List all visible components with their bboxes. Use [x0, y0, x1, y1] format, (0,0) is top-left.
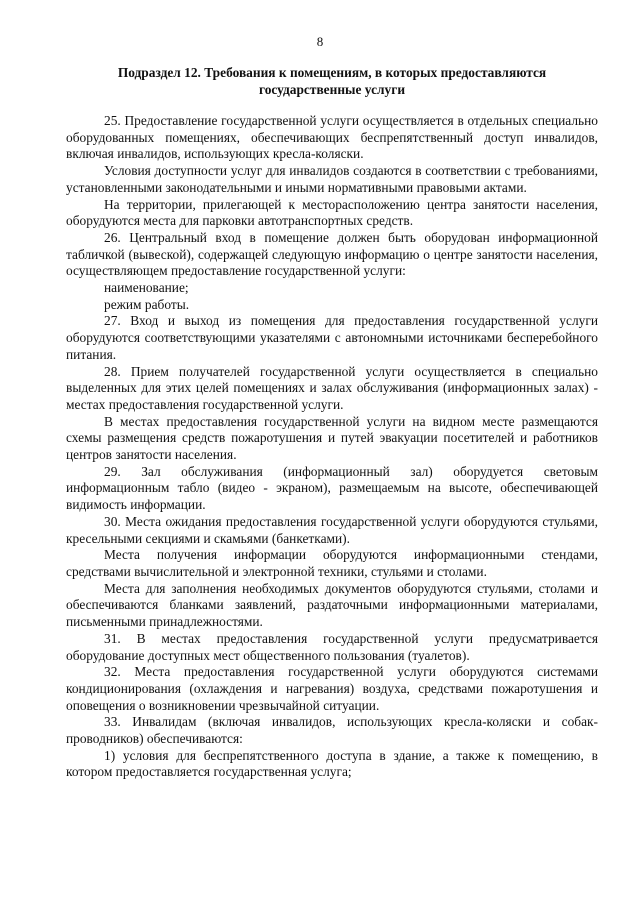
- list-item-name: наименование;: [104, 280, 189, 296]
- section-heading-line-2: государственные услуги: [258, 82, 406, 97]
- paragraph-information-stands: Места получения информации оборудуются информационными стендами, средствами вычислительной и электронной техники, стульями и столами.: [66, 547, 598, 579]
- paragraph-33: 33. Инвалидам (включая инвалидов, использующих кресла-коляски и собак-проводников) обеспечиваются:: [66, 714, 598, 747]
- paragraph-parking: На территории, прилегающей к месторасположению центра занятости населения, оборудуются места для парковки автотранспортных средств.: [66, 196, 598, 229]
- paragraph-30: 30. Места ожидания предоставления государственной услуги оборудуются стульями, кресельными секциями и скамьями (банкетками).: [66, 513, 598, 546]
- paragraph-28: 28. Прием получателей государственной услуги осуществляется в специально выделенных для этих целей помещениях и залах обслуживания (информационных залах) - местах предоставления государственной услуги.: [66, 363, 598, 412]
- paragraph-document-filling: Места для заполнения необходимых документов оборудуются стульями, столами и обеспечиваются бланками заявлений, раздаточными информационными материалами, письменными принадлежностями.: [66, 580, 598, 630]
- paragraph-accessibility-conditions: Условия доступности услуг для инвалидов создаются в соответствии с требованиями, установленными законодательными и иными нормативными правовыми актами.: [66, 163, 598, 195]
- paragraph-27: 27. Вход и выход из помещения для предоставления государственной услуги оборудуются соответствующими указателями с автономными источниками бесперебойного питания.: [66, 313, 598, 362]
- paragraph-26: 26. Центральный вход в помещение должен быть оборудован информационной табличкой (вывеской), содержащей следующую информацию о центре занятости населения, осуществляющем предоставление государственной услуги:: [66, 229, 598, 279]
- section-heading-line-1: Подраздел 12. Требования к помещениям, в которых предоставляются: [117, 65, 547, 80]
- document-body: [66, 113, 598, 781]
- paragraph-33-item-1: 1) условия для беспрепятственного доступа в здание, а также к помещению, в котором предоставляется государственная услуга;: [66, 747, 598, 780]
- paragraph-25: 25. Предоставление государственной услуги осуществляется в отдельных специально оборудованных помещениях, обеспечивающих беспрепятственный доступ инвалидов, включая инвалидов, использующих кресла-коляски.: [66, 113, 598, 162]
- paragraph-29: 29. Зал обслуживания (информационный зал) оборудуется световым информационным табло (видео - экраном), размещаемым на высоте, обеспечивающей видимость информации.: [66, 463, 598, 513]
- paragraph-32: 32. Места предоставления государственной услуги оборудуются системами кондиционирования (охлаждения и нагревания) воздуха, средствами пожаротушения и оповещения о возникновении чрезвычайной ситуации.: [66, 664, 598, 713]
- paragraph-31: 31. В местах предоставления государственной услуги предусматривается оборудование доступных мест общественного пользования (туалетов).: [66, 630, 598, 663]
- list-item-working-hours: режим работы.: [104, 296, 190, 312]
- section-heading: [66, 64, 598, 98]
- page-number: 8: [316, 34, 324, 49]
- paragraph-evacuation-schemes: В местах предоставления государственной услуги на видном месте размещаются схемы размещения средств пожаротушения и путей эвакуации посетителей и работников центров занятости населения.: [66, 413, 598, 463]
